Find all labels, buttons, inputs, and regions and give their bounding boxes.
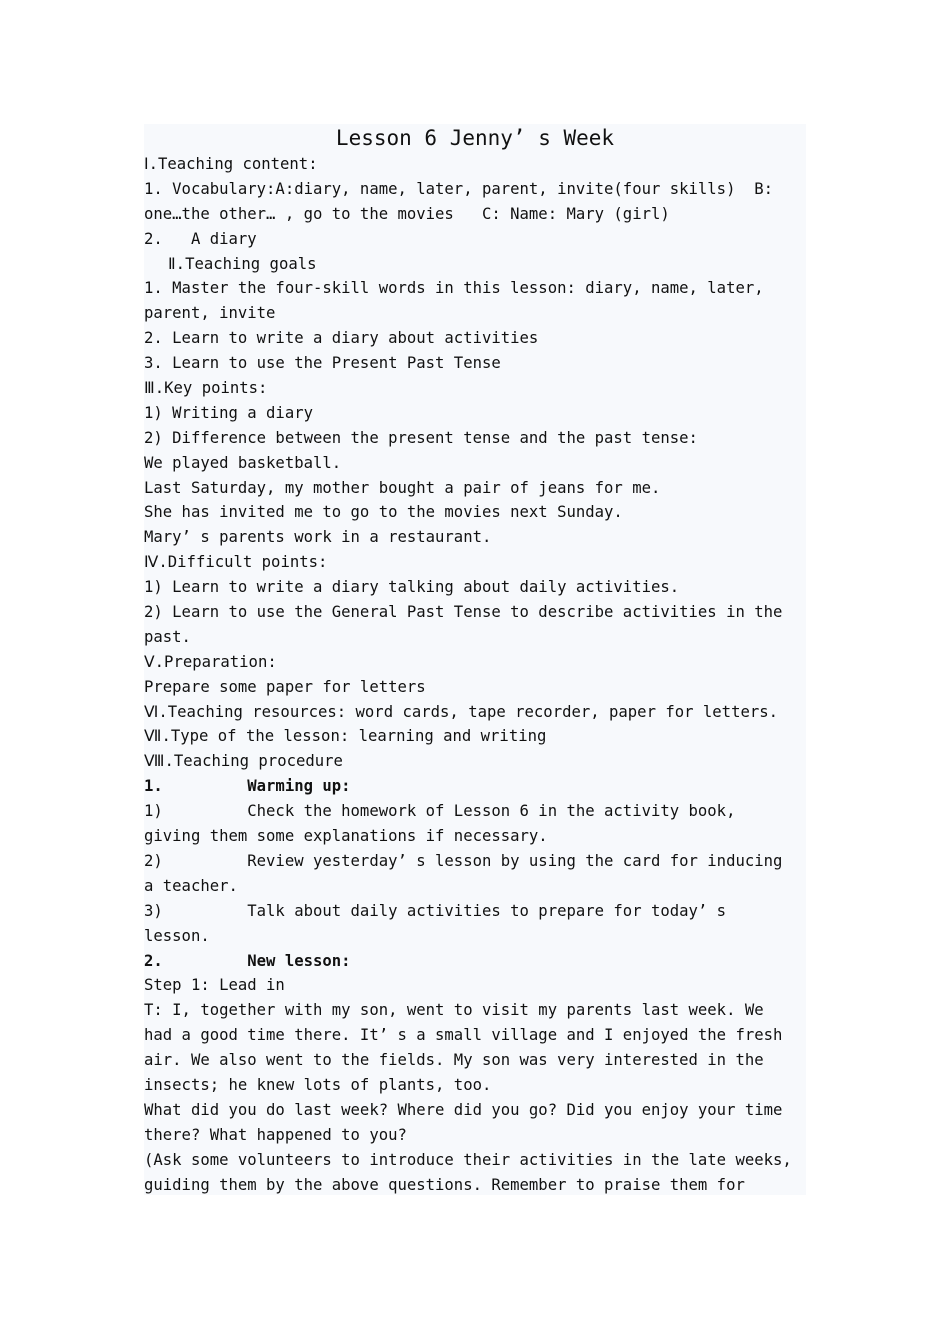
text-line: She has invited me to go to the movies next Sunday. xyxy=(144,503,623,522)
subsection-heading: 2. New lesson: xyxy=(144,951,351,970)
text-line: 2) Difference between the present tense and the past tense: xyxy=(144,428,698,447)
section-heading: Ⅵ.Teaching resources: word cards, tape recorder, paper for letters. xyxy=(144,702,779,721)
text-line: 1. Vocabulary:A:diary, name, later, parent, invite(four skills) B: xyxy=(144,179,774,198)
text-line: 1) Check the homework of Lesson 6 in the activity book, xyxy=(144,802,736,821)
text-line: What did you do last week? Where did you go? Did you enjoy your time xyxy=(144,1100,783,1119)
text-line: 2. A diary xyxy=(144,229,257,248)
text-line: insects; he knew lots of plants, too. xyxy=(144,1075,492,1094)
text-line: Mary’ s parents work in a restaurant. xyxy=(144,528,492,547)
section-heading: Ⅱ.Teaching goals xyxy=(168,254,317,273)
text-line: 3) Talk about daily activities to prepare for today’ s xyxy=(144,901,727,920)
text-line: there? What happened to you? xyxy=(144,1125,407,1144)
text-line: guiding them by the above questions. Remember to praise them for xyxy=(144,1175,745,1194)
text-line: lesson. xyxy=(144,926,210,945)
text-line: 2) Learn to use the General Past Tense to describe activities in the xyxy=(144,603,783,622)
subsection-heading: 1. Warming up: xyxy=(144,777,351,796)
text-line: Step 1: Lead in xyxy=(144,976,285,995)
text-line: one…the other… , go to the movies C: Name: Mary (girl) xyxy=(144,204,670,223)
text-line: T: I, together with my son, went to visit my parents last week. We xyxy=(144,1001,764,1020)
section-heading: Ⅷ.Teaching procedure xyxy=(144,752,343,771)
document-page xyxy=(144,124,806,1195)
text-line: (Ask some volunteers to introduce their activities in the late weeks, xyxy=(144,1150,792,1169)
text-line: giving them some explanations if necessary. xyxy=(144,827,548,846)
text-line: Last Saturday, my mother bought a pair of jeans for me. xyxy=(144,478,661,497)
text-line: air. We also went to the fields. My son was very interested in the xyxy=(144,1051,764,1070)
page-title: Lesson 6 Jenny’ s Week xyxy=(335,126,615,150)
text-line: 3. Learn to use the Present Past Tense xyxy=(144,354,501,373)
text-line: 2) Review yesterday’ s lesson by using the card for inducing xyxy=(144,851,783,870)
section-heading: Ⅴ.Preparation: xyxy=(144,652,277,671)
text-line: 1) Writing a diary xyxy=(144,403,313,422)
text-line: 1) Learn to write a diary talking about daily activities. xyxy=(144,578,680,597)
text-line: 1. Master the four-skill words in this lesson: diary, name, later, xyxy=(144,279,764,298)
section-heading: Ⅰ.Teaching content: xyxy=(144,155,318,173)
section-heading: Ⅳ.Difficult points: xyxy=(144,553,328,572)
text-line: had a good time there. It’ s a small village and I enjoyed the fresh xyxy=(144,1026,783,1045)
section-heading: Ⅶ.Type of the lesson: learning and writing xyxy=(144,727,547,746)
text-line: Prepare some paper for letters xyxy=(144,677,426,696)
text-line: We played basketball. xyxy=(144,453,342,472)
text-line: a teacher. xyxy=(144,876,238,895)
document-body xyxy=(144,152,806,1195)
text-line: past. xyxy=(144,627,191,646)
text-line: parent, invite xyxy=(144,304,276,323)
text-line: 2. Learn to write a diary about activities xyxy=(144,329,539,348)
section-heading: Ⅲ.Key points: xyxy=(144,379,268,398)
